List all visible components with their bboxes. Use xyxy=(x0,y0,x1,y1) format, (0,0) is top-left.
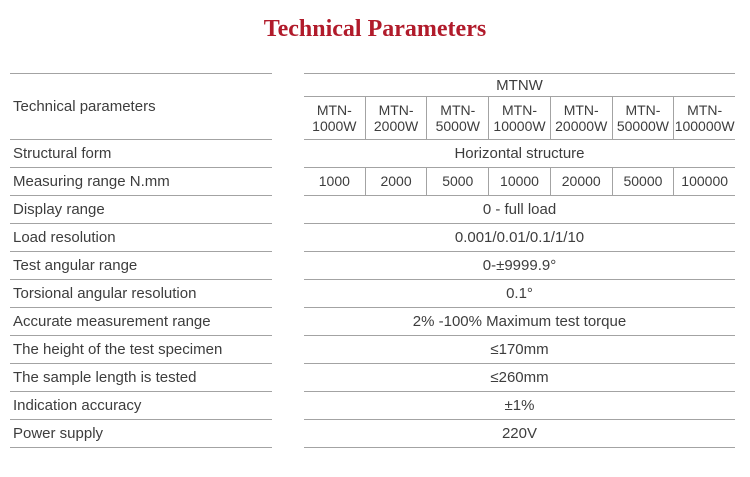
column-header: MTN-1000W xyxy=(312,101,357,134)
table-row xyxy=(304,308,735,336)
row-value: 10000 xyxy=(488,168,550,195)
row-value: 1000 xyxy=(318,173,350,190)
row-value: ≤260mm xyxy=(490,369,549,386)
table-row xyxy=(10,140,272,168)
column-header: MTN-20000W xyxy=(550,97,612,139)
row-value: 0 - full load xyxy=(482,201,557,218)
row-label: The sample length is tested xyxy=(13,369,197,386)
table-row xyxy=(10,392,272,420)
row-value: 100000 xyxy=(673,168,735,195)
table-row xyxy=(304,336,735,364)
row-label: The height of the test specimen xyxy=(13,341,223,358)
table-row xyxy=(10,308,272,336)
column-header: MTN-100000W xyxy=(673,97,735,139)
page-title: Technical Parameters xyxy=(263,16,487,42)
row-label: Test angular range xyxy=(13,257,138,274)
column-header: MTN-2000W xyxy=(365,97,427,139)
table-row xyxy=(304,364,735,392)
table-row xyxy=(10,224,272,252)
column-header: MTN-10000W xyxy=(488,97,550,139)
table-row xyxy=(10,420,272,448)
row-value: 50000 xyxy=(612,168,674,195)
row-value: 0.1° xyxy=(506,285,533,302)
row-label: Torsional angular resolution xyxy=(13,285,197,302)
row-value: 2% -100% Maximum test torque xyxy=(412,313,627,330)
column-header: MTN-5000W xyxy=(426,97,488,139)
row-label: Display range xyxy=(13,201,105,218)
table-row xyxy=(304,140,735,168)
table-row xyxy=(10,74,272,140)
group-header-label: MTNW xyxy=(496,76,543,94)
row-label: Load resolution xyxy=(13,229,116,246)
row-value: Horizontal structure xyxy=(454,145,585,162)
parameter-label-column xyxy=(10,73,272,448)
row-value: ≤170mm xyxy=(490,341,549,358)
table-row xyxy=(304,280,735,308)
model-header-row xyxy=(304,97,735,140)
row-value: ±1% xyxy=(504,397,535,414)
row-value: 20000 xyxy=(550,168,612,195)
parameter-value-section xyxy=(304,73,735,448)
row-value: 5000 xyxy=(426,168,488,195)
row-label: Technical parameters xyxy=(13,98,156,115)
row-value: 2000 xyxy=(365,168,427,195)
row-label: Power supply xyxy=(13,425,104,442)
column-header: MTN-50000W xyxy=(612,97,674,139)
table-row xyxy=(10,196,272,224)
table-row xyxy=(304,392,735,420)
table-row xyxy=(304,196,735,224)
series-group-header xyxy=(304,74,735,97)
row-label: Measuring range N.mm xyxy=(13,173,170,190)
table-row xyxy=(304,224,735,252)
table-row xyxy=(10,364,272,392)
row-label: Accurate measurement range xyxy=(13,313,211,330)
row-value: 0-±9999.9° xyxy=(482,257,557,274)
row-value: 220V xyxy=(501,425,538,442)
row-value: 0.001/0.01/0.1/1/10 xyxy=(454,229,585,246)
table-row xyxy=(304,420,735,448)
row-label: Structural form xyxy=(13,145,112,162)
table-row xyxy=(10,280,272,308)
table-row xyxy=(10,168,272,196)
measuring-range-row xyxy=(304,168,735,196)
table-row xyxy=(10,252,272,280)
table-row xyxy=(304,252,735,280)
table-row xyxy=(10,336,272,364)
row-label: Indication accuracy xyxy=(13,397,142,414)
